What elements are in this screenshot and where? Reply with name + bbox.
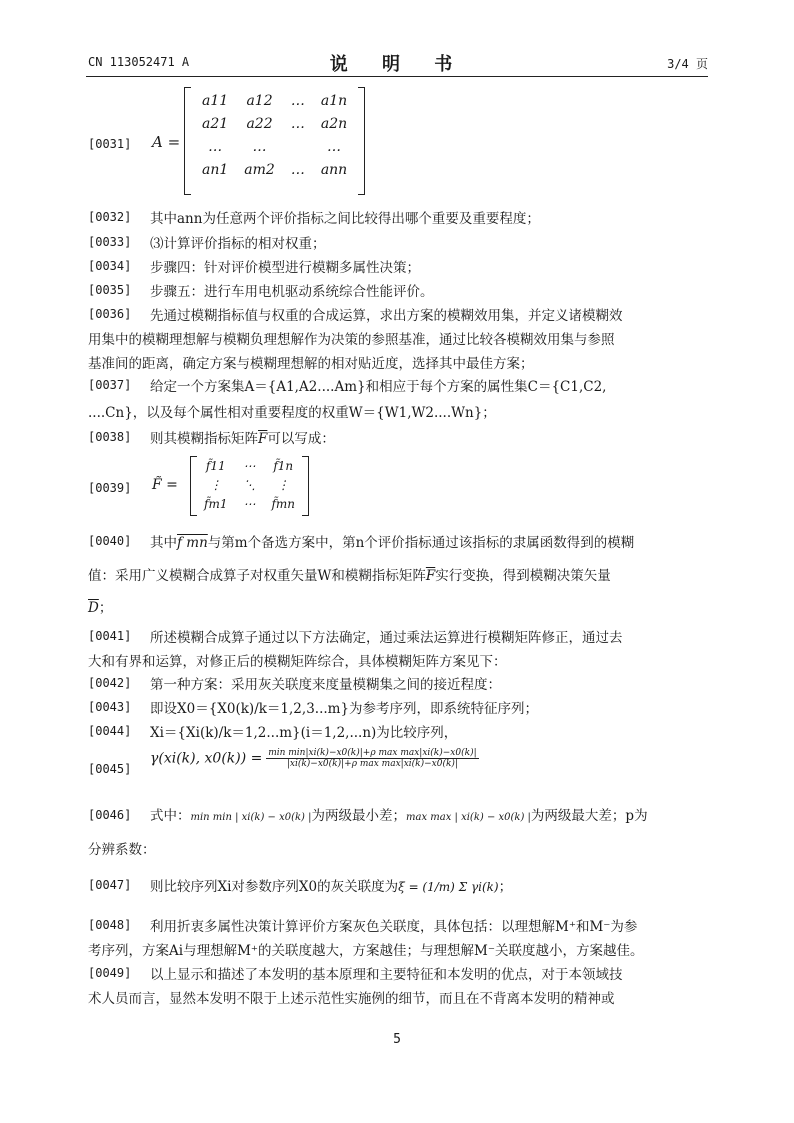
para-0036-line2: 用集中的模糊理想解与模糊负理想解作为决策的参照基准，通过比较各模糊效用集与参照 (88, 332, 615, 348)
header-rule (86, 76, 708, 77)
para-num-0037: [0037] (88, 378, 132, 392)
para-0037-line2: ....Cn}，以及每个属性相对重要程度的权重W＝{W1,W2....Wn}； (88, 405, 496, 421)
matrix-cell: a12 (246, 92, 273, 109)
para-0033-text: ⑶计算评价指标的相对权重； (150, 236, 326, 252)
patent-number: CN 113052471 A (88, 55, 190, 69)
matrix-f-lhs: F̃ = (152, 477, 178, 493)
matrix-a-lhs: A = (152, 133, 181, 151)
matrix-cell: am2 (244, 161, 275, 178)
para-0037-line1: 给定一个方案集A＝{A1,A2....Am}和相应于每个方案的属性集C＝{C1,C2, (150, 379, 607, 395)
para-0043-text: 即设X0＝{X0(k)/k＝1,2,3...m}为参考序列，即系统特征序列； (150, 701, 539, 717)
para-num-0039: [0039] (88, 481, 132, 495)
para-num-0038: [0038] (88, 430, 132, 444)
matrix-cell: ⋱ (243, 477, 256, 492)
matrix-cell: f̃11 (205, 458, 226, 473)
para-0036-line3: 基准间的距离，确定方案与模糊理想解的相对贴近度，选择其中最佳方案； (88, 356, 534, 372)
matrix-cell: ⋯ (243, 458, 256, 473)
matrix-cell: f̃1n (273, 458, 294, 473)
para-0036-line1: 先通过模糊指标值与权重的合成运算，求出方案的模糊效用集，并定义诸模糊效 (150, 308, 623, 324)
para-0046-line1: 式中：min min | xi(k) − x0(k) |为两级最小差；max max | xi(k) − x0(k) |为两级最大差；p为 (150, 808, 648, 824)
para-num-0048: [0048] (88, 918, 132, 932)
para-0048-line1: 利用折衷多属性决策计算评价方案灰色关联度，具体包括：以理想解M⁺和M⁻为参 (150, 919, 638, 935)
para-num-0042: [0042] (88, 676, 132, 690)
matrix-cell: … (290, 115, 305, 132)
matrix-cell: ⋯ (243, 496, 256, 511)
para-num-0040: [0040] (88, 534, 132, 548)
matrix-cell: a22 (246, 115, 273, 132)
matrix-f (190, 456, 309, 516)
matrix-cell: ⋮ (209, 477, 222, 492)
matrix-cell: a11 (202, 92, 229, 109)
matrix-cell: … (208, 138, 223, 155)
matrix-cell: … (290, 92, 305, 109)
matrix-cell: ann (320, 161, 348, 178)
para-0032-text: 其中ann为任意两个评价指标之间比较得出哪个重要及重要程度； (150, 211, 540, 227)
para-num-0033: [0033] (88, 235, 132, 249)
para-num-0047: [0047] (88, 878, 132, 892)
para-0048-line2: 考序列，方案Ai与理想解M⁺的关联度越大，方案越佳；与理想解M⁻关联度越小，方案越佳。 (88, 943, 644, 959)
matrix-cell: a2n (320, 115, 348, 132)
para-num-0031: [0031] (88, 137, 132, 151)
para-0034-text: 步骤四：针对评价模型进行模糊多属性决策； (150, 260, 420, 276)
para-0040-line3: $\overline{D}$； (88, 600, 113, 616)
matrix-cell: f̃m1 (204, 496, 228, 511)
para-0040-line2: 值：采用广义模糊合成算子对权重矢量W和模糊指标矩阵$\overline{F}$实行变换，得到模糊决策矢量 (88, 568, 611, 584)
para-0038-text: 则其模糊指标矩阵$\overline{F}$可以写成： (150, 431, 335, 447)
para-num-0041: [0041] (88, 629, 132, 643)
document-title: 说 明 书 (329, 54, 467, 75)
para-num-0034: [0034] (88, 259, 132, 273)
para-0049-line1: 以上显示和描述了本发明的基本原理和主要特征和本发明的优点，对于本领域技 (150, 967, 623, 983)
matrix-cell: … (252, 138, 267, 155)
page-indicator: 3/4 页 (667, 57, 708, 71)
matrix-cell: a21 (202, 115, 229, 132)
fuzzy-matrix-symbol: $\overline{F}$ (258, 431, 268, 447)
para-0047-text: 则比较序列Xi对参数序列X0的灰关联度为ξ = (1/m) Σ γi(k)； (150, 879, 513, 895)
matrix-cell (283, 135, 313, 158)
para-num-0049: [0049] (88, 966, 132, 980)
matrix-cell: ⋮ (277, 477, 290, 492)
grey-relational-formula: γ(xi(k), x0(k)) = $\frac{\text{min min|xi(k)−x0(k)|+ρ max max|xi(k)−x0(k)|}}{\text{|xi(k)−x0(k)|+ρ max max|xi(k)−x0(k)|}}$ (150, 748, 477, 769)
page-header (88, 50, 708, 76)
para-num-0046: [0046] (88, 808, 132, 822)
para-0040-line1: 其中f mn与第m个备选方案中，第n个评价指标通过该指标的隶属函数得到的模糊 (150, 535, 635, 551)
para-0035-text: 步骤五：进行车用电机驱动系统综合性能评价。 (150, 284, 434, 300)
matrix-cell: a1n (320, 92, 348, 109)
page-number: 5 (393, 1032, 401, 1047)
para-num-0036: [0036] (88, 307, 132, 321)
para-0046-line2: 分辨系数： (88, 842, 156, 858)
para-num-0043: [0043] (88, 700, 132, 714)
para-num-0035: [0035] (88, 283, 132, 297)
para-0041-line1: 所述模糊合成算子通过以下方法确定，通过乘法运算进行模糊矩阵修正，通过去 (150, 630, 623, 646)
para-num-0032: [0032] (88, 210, 132, 224)
para-num-0045: [0045] (88, 762, 132, 776)
para-num-0044: [0044] (88, 724, 132, 738)
matrix-cell: f̃mn (271, 496, 296, 511)
para-0044-text: Xi＝{Xi(k)/k＝1,2...m}(i＝1,2,...n)为比较序列， (150, 725, 458, 741)
matrix-cell: … (327, 138, 341, 155)
matrix-cell: … (290, 161, 305, 178)
para-0049-line2: 术人员而言，显然本发明不限于上述示范性实施例的细节，而且在不背离本发明的精神或 (88, 991, 615, 1007)
matrix-cell: an1 (202, 161, 229, 178)
matrix-a (184, 87, 365, 195)
para-0041-line2: 大和有界和运算，对修正后的模糊矩阵综合，具体模糊矩阵方案见下： (88, 654, 507, 670)
para-0042-text: 第一种方案：采用灰关联度来度量模糊集之间的接近程度： (150, 677, 501, 693)
